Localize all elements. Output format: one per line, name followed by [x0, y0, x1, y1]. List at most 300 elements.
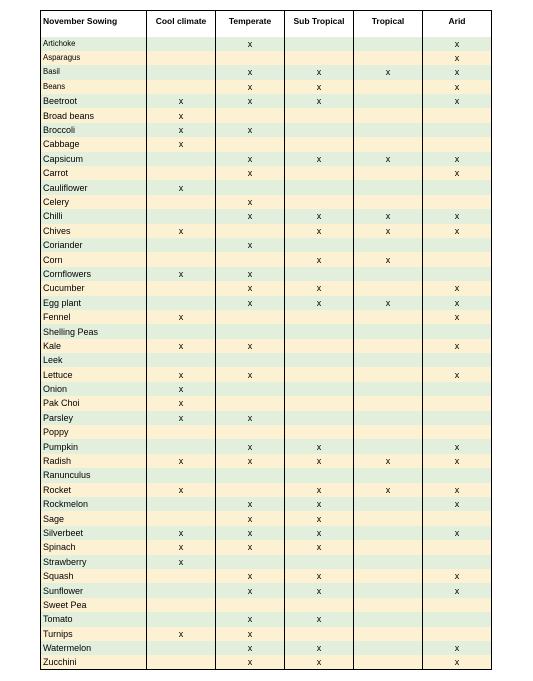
cell-temperate	[216, 310, 285, 324]
cell-sub-tropical: x	[285, 511, 354, 525]
cell-cool-climate: x	[147, 310, 216, 324]
plant-name-cell: Sweet Pea	[41, 598, 147, 612]
cell-arid	[423, 411, 492, 425]
cell-tropical	[354, 468, 423, 482]
table-row	[41, 612, 492, 626]
table-row	[41, 324, 492, 338]
table-row	[41, 382, 492, 396]
cell-arid	[423, 511, 492, 525]
plant-name-cell: Squash	[41, 569, 147, 583]
cell-temperate	[216, 396, 285, 410]
cell-tropical	[354, 166, 423, 180]
cell-tropical	[354, 267, 423, 281]
plant-name-cell: Pak Choi	[41, 396, 147, 410]
cell-cool-climate: x	[147, 123, 216, 137]
cell-sub-tropical: x	[285, 439, 354, 453]
cell-arid: x	[423, 641, 492, 655]
plant-name-cell: Beans	[41, 80, 147, 94]
cell-arid	[423, 353, 492, 367]
cell-sub-tropical: x	[285, 583, 354, 597]
cell-sub-tropical: x	[285, 497, 354, 511]
cell-tropical: x	[354, 252, 423, 266]
cell-sub-tropical	[285, 195, 354, 209]
plant-name-cell: Strawberry	[41, 555, 147, 569]
table-row	[41, 224, 492, 238]
cell-temperate: x	[216, 569, 285, 583]
cell-sub-tropical: x	[285, 80, 354, 94]
cell-cool-climate	[147, 238, 216, 252]
cell-tropical	[354, 425, 423, 439]
cell-arid: x	[423, 166, 492, 180]
plant-name-cell: Cauliflower	[41, 180, 147, 194]
table-row	[41, 209, 492, 223]
cell-sub-tropical: x	[285, 296, 354, 310]
cell-cool-climate: x	[147, 382, 216, 396]
cell-temperate: x	[216, 411, 285, 425]
plant-name-cell: Pumpkin	[41, 439, 147, 453]
table-row	[41, 166, 492, 180]
cell-sub-tropical	[285, 353, 354, 367]
table-row	[41, 540, 492, 554]
cell-sub-tropical	[285, 367, 354, 381]
cell-cool-climate	[147, 439, 216, 453]
cell-sub-tropical: x	[285, 65, 354, 79]
cell-tropical	[354, 180, 423, 194]
cell-tropical	[354, 655, 423, 670]
table-row	[41, 526, 492, 540]
cell-temperate	[216, 468, 285, 482]
table-row	[41, 497, 492, 511]
cell-arid	[423, 382, 492, 396]
plant-name-cell: Rockmelon	[41, 497, 147, 511]
cell-sub-tropical	[285, 37, 354, 51]
table-row	[41, 569, 492, 583]
table-row	[41, 310, 492, 324]
cell-sub-tropical	[285, 267, 354, 281]
cell-cool-climate: x	[147, 339, 216, 353]
cell-arid	[423, 137, 492, 151]
cell-sub-tropical: x	[285, 612, 354, 626]
plant-name-cell: Turnips	[41, 627, 147, 641]
cell-sub-tropical	[285, 468, 354, 482]
cell-arid	[423, 108, 492, 122]
cell-cool-climate	[147, 511, 216, 525]
plant-name-cell: Broccoli	[41, 123, 147, 137]
cell-temperate: x	[216, 123, 285, 137]
plant-name-cell: Coriander	[41, 238, 147, 252]
table-header	[41, 11, 492, 37]
cell-tropical	[354, 281, 423, 295]
cell-temperate: x	[216, 655, 285, 670]
cell-cool-climate: x	[147, 367, 216, 381]
cell-tropical: x	[354, 65, 423, 79]
cell-temperate: x	[216, 195, 285, 209]
table-row	[41, 367, 492, 381]
cell-temperate: x	[216, 296, 285, 310]
plant-name-cell: Fennel	[41, 310, 147, 324]
plant-name-cell: Cabbage	[41, 137, 147, 151]
cell-temperate: x	[216, 166, 285, 180]
header-tropical: Tropical	[354, 11, 423, 37]
table-row	[41, 598, 492, 612]
cell-cool-climate	[147, 252, 216, 266]
plant-name-cell: Zucchini	[41, 655, 147, 670]
plant-name-cell: Chives	[41, 224, 147, 238]
plant-name-cell: Parsley	[41, 411, 147, 425]
cell-temperate	[216, 353, 285, 367]
cell-arid	[423, 267, 492, 281]
cell-arid: x	[423, 65, 492, 79]
cell-tropical	[354, 598, 423, 612]
plant-name-cell: Rocket	[41, 483, 147, 497]
sowing-table	[40, 10, 492, 670]
plant-name-cell: Asparagus	[41, 51, 147, 65]
cell-sub-tropical: x	[285, 483, 354, 497]
cell-arid: x	[423, 209, 492, 223]
cell-temperate: x	[216, 80, 285, 94]
cell-cool-climate	[147, 641, 216, 655]
cell-tropical: x	[354, 296, 423, 310]
cell-tropical	[354, 583, 423, 597]
cell-tropical	[354, 439, 423, 453]
cell-arid	[423, 612, 492, 626]
cell-cool-climate: x	[147, 454, 216, 468]
cell-temperate: x	[216, 439, 285, 453]
cell-sub-tropical	[285, 382, 354, 396]
table-row	[41, 195, 492, 209]
cell-temperate: x	[216, 511, 285, 525]
cell-tropical	[354, 353, 423, 367]
table-row	[41, 339, 492, 353]
cell-cool-climate: x	[147, 526, 216, 540]
cell-tropical	[354, 497, 423, 511]
table-row	[41, 655, 492, 670]
cell-arid: x	[423, 483, 492, 497]
cell-arid: x	[423, 37, 492, 51]
cell-arid	[423, 598, 492, 612]
cell-temperate	[216, 224, 285, 238]
table-body	[41, 37, 492, 670]
cell-sub-tropical: x	[285, 152, 354, 166]
table-row	[41, 267, 492, 281]
cell-temperate: x	[216, 281, 285, 295]
cell-sub-tropical: x	[285, 252, 354, 266]
cell-tropical	[354, 555, 423, 569]
cell-temperate: x	[216, 526, 285, 540]
cell-temperate: x	[216, 37, 285, 51]
table-row	[41, 468, 492, 482]
table-row	[41, 37, 492, 51]
table-row	[41, 152, 492, 166]
cell-sub-tropical: x	[285, 281, 354, 295]
table-row	[41, 583, 492, 597]
cell-tropical	[354, 123, 423, 137]
cell-cool-climate	[147, 655, 216, 670]
cell-sub-tropical	[285, 310, 354, 324]
cell-arid: x	[423, 655, 492, 670]
plant-name-cell: Ranunculus	[41, 468, 147, 482]
cell-cool-climate: x	[147, 396, 216, 410]
cell-sub-tropical	[285, 123, 354, 137]
plant-name-cell: Beetroot	[41, 94, 147, 108]
cell-cool-climate: x	[147, 267, 216, 281]
plant-name-cell: Corn	[41, 252, 147, 266]
table-row	[41, 454, 492, 468]
cell-cool-climate	[147, 65, 216, 79]
table-row	[41, 411, 492, 425]
cell-temperate: x	[216, 65, 285, 79]
cell-temperate	[216, 137, 285, 151]
cell-arid: x	[423, 80, 492, 94]
table-row	[41, 51, 492, 65]
cell-arid: x	[423, 454, 492, 468]
cell-sub-tropical	[285, 137, 354, 151]
cell-cool-climate	[147, 425, 216, 439]
cell-arid: x	[423, 152, 492, 166]
plant-name-cell: Leek	[41, 353, 147, 367]
cell-tropical: x	[354, 483, 423, 497]
cell-arid: x	[423, 94, 492, 108]
cell-arid	[423, 555, 492, 569]
cell-sub-tropical	[285, 396, 354, 410]
cell-tropical	[354, 540, 423, 554]
cell-cool-climate: x	[147, 411, 216, 425]
table-row	[41, 483, 492, 497]
cell-tropical	[354, 195, 423, 209]
cell-cool-climate	[147, 497, 216, 511]
table-row	[41, 439, 492, 453]
cell-sub-tropical: x	[285, 655, 354, 670]
table-row	[41, 252, 492, 266]
cell-cool-climate: x	[147, 555, 216, 569]
plant-name-cell: Spinach	[41, 540, 147, 554]
cell-temperate: x	[216, 238, 285, 252]
cell-sub-tropical: x	[285, 641, 354, 655]
table-row	[41, 80, 492, 94]
cell-temperate: x	[216, 627, 285, 641]
cell-cool-climate	[147, 209, 216, 223]
cell-cool-climate: x	[147, 483, 216, 497]
plant-name-cell: Kale	[41, 339, 147, 353]
cell-tropical: x	[354, 209, 423, 223]
cell-cool-climate	[147, 296, 216, 310]
cell-arid	[423, 123, 492, 137]
header-sub-tropical: Sub Tropical	[285, 11, 354, 37]
cell-temperate: x	[216, 94, 285, 108]
plant-name-cell: Onion	[41, 382, 147, 396]
cell-sub-tropical	[285, 339, 354, 353]
table-row	[41, 65, 492, 79]
cell-temperate	[216, 51, 285, 65]
cell-arid	[423, 324, 492, 338]
table-row	[41, 627, 492, 641]
cell-arid	[423, 468, 492, 482]
cell-cool-climate	[147, 281, 216, 295]
cell-sub-tropical	[285, 238, 354, 252]
cell-cool-climate: x	[147, 94, 216, 108]
cell-tropical	[354, 612, 423, 626]
cell-sub-tropical	[285, 324, 354, 338]
cell-temperate: x	[216, 209, 285, 223]
cell-sub-tropical	[285, 166, 354, 180]
table-row	[41, 108, 492, 122]
plant-name-cell: Cucumber	[41, 281, 147, 295]
cell-tropical	[354, 511, 423, 525]
cell-arid: x	[423, 569, 492, 583]
plant-name-cell: Poppy	[41, 425, 147, 439]
cell-temperate: x	[216, 152, 285, 166]
cell-temperate	[216, 598, 285, 612]
cell-arid: x	[423, 439, 492, 453]
cell-sub-tropical	[285, 108, 354, 122]
cell-tropical	[354, 367, 423, 381]
cell-temperate: x	[216, 641, 285, 655]
header-cool-climate: Cool climate	[147, 11, 216, 37]
cell-tropical	[354, 238, 423, 252]
cell-tropical: x	[354, 224, 423, 238]
cell-arid: x	[423, 497, 492, 511]
plant-name-cell: Broad beans	[41, 108, 147, 122]
cell-tropical	[354, 80, 423, 94]
plant-name-cell: Watermelon	[41, 641, 147, 655]
cell-arid	[423, 627, 492, 641]
cell-temperate: x	[216, 612, 285, 626]
plant-name-cell: Artichoke	[41, 37, 147, 51]
cell-cool-climate: x	[147, 627, 216, 641]
cell-arid: x	[423, 339, 492, 353]
plant-name-cell: Silverbeet	[41, 526, 147, 540]
cell-tropical	[354, 641, 423, 655]
cell-tropical	[354, 526, 423, 540]
cell-arid: x	[423, 224, 492, 238]
plant-name-cell: Egg plant	[41, 296, 147, 310]
cell-temperate: x	[216, 339, 285, 353]
table-row	[41, 180, 492, 194]
plant-name-cell: Carrot	[41, 166, 147, 180]
table-row	[41, 425, 492, 439]
cell-arid: x	[423, 296, 492, 310]
plant-name-cell: Basil	[41, 65, 147, 79]
cell-sub-tropical: x	[285, 526, 354, 540]
cell-arid	[423, 238, 492, 252]
cell-cool-climate	[147, 324, 216, 338]
header-row	[41, 11, 492, 37]
cell-sub-tropical	[285, 180, 354, 194]
cell-cool-climate	[147, 353, 216, 367]
cell-tropical	[354, 627, 423, 641]
cell-tropical	[354, 137, 423, 151]
plant-name-cell: Cornflowers	[41, 267, 147, 281]
cell-temperate: x	[216, 497, 285, 511]
plant-name-cell: Chilli	[41, 209, 147, 223]
cell-arid: x	[423, 583, 492, 597]
cell-arid	[423, 396, 492, 410]
cell-sub-tropical: x	[285, 209, 354, 223]
cell-temperate	[216, 382, 285, 396]
cell-tropical: x	[354, 152, 423, 166]
plant-name-cell: Radish	[41, 454, 147, 468]
cell-cool-climate: x	[147, 180, 216, 194]
plant-name-cell: Celery	[41, 195, 147, 209]
plant-name-cell: Capsicum	[41, 152, 147, 166]
table-row	[41, 281, 492, 295]
cell-sub-tropical: x	[285, 454, 354, 468]
cell-cool-climate	[147, 51, 216, 65]
cell-cool-climate	[147, 166, 216, 180]
cell-arid	[423, 180, 492, 194]
plant-name-cell: Shelling Peas	[41, 324, 147, 338]
plant-name-cell: Lettuce	[41, 367, 147, 381]
cell-temperate: x	[216, 454, 285, 468]
cell-arid	[423, 252, 492, 266]
cell-cool-climate	[147, 612, 216, 626]
cell-sub-tropical	[285, 598, 354, 612]
cell-temperate: x	[216, 540, 285, 554]
cell-cool-climate: x	[147, 137, 216, 151]
table-row	[41, 94, 492, 108]
table-row	[41, 296, 492, 310]
cell-temperate	[216, 483, 285, 497]
cell-tropical	[354, 108, 423, 122]
table-row	[41, 353, 492, 367]
plant-name-cell: Sage	[41, 511, 147, 525]
cell-cool-climate	[147, 569, 216, 583]
cell-sub-tropical: x	[285, 540, 354, 554]
cell-arid: x	[423, 51, 492, 65]
table-row	[41, 238, 492, 252]
table-row	[41, 396, 492, 410]
cell-arid: x	[423, 526, 492, 540]
cell-sub-tropical: x	[285, 94, 354, 108]
header-temperate: Temperate	[216, 11, 285, 37]
cell-sub-tropical	[285, 51, 354, 65]
cell-arid: x	[423, 367, 492, 381]
cell-cool-climate	[147, 152, 216, 166]
table-row	[41, 123, 492, 137]
cell-arid: x	[423, 310, 492, 324]
cell-sub-tropical: x	[285, 224, 354, 238]
cell-sub-tropical	[285, 411, 354, 425]
cell-tropical: x	[354, 454, 423, 468]
cell-tropical	[354, 310, 423, 324]
plant-name-cell: Tomato	[41, 612, 147, 626]
cell-cool-climate	[147, 598, 216, 612]
cell-temperate	[216, 555, 285, 569]
header-arid: Arid	[423, 11, 492, 37]
cell-arid	[423, 540, 492, 554]
cell-tropical	[354, 51, 423, 65]
table-row	[41, 511, 492, 525]
cell-sub-tropical: x	[285, 569, 354, 583]
cell-tropical	[354, 396, 423, 410]
cell-tropical	[354, 37, 423, 51]
cell-arid	[423, 425, 492, 439]
cell-temperate: x	[216, 583, 285, 597]
cell-sub-tropical	[285, 555, 354, 569]
cell-temperate	[216, 180, 285, 194]
cell-arid: x	[423, 281, 492, 295]
cell-cool-climate	[147, 37, 216, 51]
cell-cool-climate	[147, 583, 216, 597]
cell-cool-climate: x	[147, 108, 216, 122]
cell-cool-climate: x	[147, 224, 216, 238]
cell-tropical	[354, 94, 423, 108]
cell-tropical	[354, 339, 423, 353]
cell-temperate	[216, 252, 285, 266]
cell-temperate	[216, 324, 285, 338]
cell-sub-tropical	[285, 425, 354, 439]
cell-cool-climate: x	[147, 540, 216, 554]
